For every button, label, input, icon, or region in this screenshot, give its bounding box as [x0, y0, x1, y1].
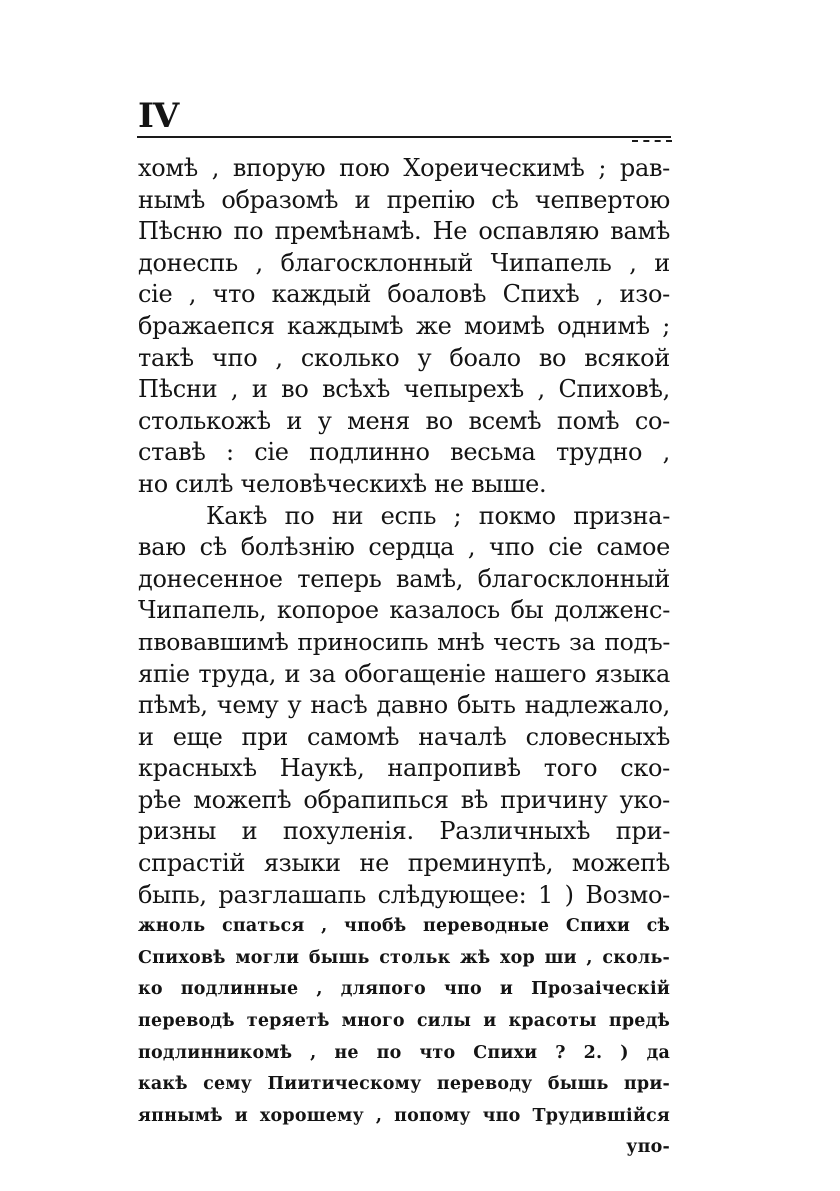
- text-line: Какѣ по ни еспь ; покмо призна-: [206, 501, 670, 530]
- text-line: красныхѣ Наукѣ, напропивѣ того ско-: [138, 754, 670, 783]
- text-line: Спиховѣ могли бышь стольк жѣ хор ши , сколь-: [138, 947, 670, 968]
- text-line: Пѣсню по премѣнамѣ. Не оспавляю вамѣ: [138, 217, 670, 246]
- text-line: пвовавшимѣ приносипь мнѣ честь за подъ-: [138, 627, 670, 656]
- text-line: япіе труда, и за обогащеніе нашего языка: [138, 659, 670, 688]
- text-line: япнымѣ и хорошему , попому чпо Трудившійся: [138, 1105, 670, 1126]
- body-text: [138, 153, 670, 1164]
- text-line: сіе , что каждый боаловѣ Спихѣ , изо-: [138, 280, 670, 309]
- text-line: пѣмѣ, чему у насѣ давно быть надлежало,: [138, 691, 670, 720]
- text-line: и еще при самомѣ началѣ словесныхѣ: [138, 722, 670, 751]
- text-line: ко подлинные , дляпого чпо и Прозаіческій: [138, 979, 670, 1000]
- text-line: ризны и похуленія. Различныхѣ при-: [138, 817, 670, 846]
- text-line: донеспь , благосклонный Чипапель , и: [138, 248, 670, 277]
- text-line: Пѣсни , и во всѣхѣ чепырехѣ , Спиховѣ,: [138, 375, 670, 404]
- header-rule-dashes: [632, 140, 672, 142]
- text-line: ваю сѣ болѣзнію сердца , чпо сіе самое: [138, 533, 670, 562]
- catchword: упо-: [626, 1137, 670, 1158]
- text-line: быпь, разглашапь слѣдующее: 1 ) Возмо-: [138, 880, 670, 909]
- page-number: IV: [138, 96, 179, 136]
- text-line: хомѣ , впорую пою Хореическимѣ ; рав-: [138, 154, 670, 182]
- text-line: Чипапель, копорое казалось бы долженс-: [138, 596, 670, 625]
- text-line: рѣе можепѣ обрапипься вѣ причину уко-: [138, 785, 670, 814]
- text-line: столькожѣ и у меня во всемѣ помѣ со-: [138, 406, 670, 435]
- text-line: донесенное теперь вамѣ, благосклонный: [138, 564, 670, 593]
- text-line: жноль спаться , чпобѣ переводные Спихи сѣ: [138, 916, 670, 937]
- text-line: такѣ чпо , сколько у боало во всякой: [138, 343, 670, 372]
- text-line: ставѣ : сіе подлинно весьма трудно ,: [138, 438, 670, 467]
- text-line: но силѣ человѣческихѣ не выше.: [138, 469, 547, 498]
- text-line: переводѣ теряетѣ много силы и красоты предѣ: [138, 1011, 670, 1032]
- text-line: подлинникомѣ , не по что Спихи ? 2. ) да: [138, 1042, 670, 1063]
- header-rule: [137, 136, 671, 138]
- text-line: нымѣ образомѣ и препію сѣ чепвертою: [138, 185, 670, 214]
- text-line: спрастій языки не преминупѣ, можепѣ: [138, 849, 670, 878]
- text-line: какѣ сему Пиитическому переводу бышь при-: [138, 1074, 670, 1095]
- text-line: бражаепся каждымѣ же моимѣ однимѣ ;: [138, 311, 670, 340]
